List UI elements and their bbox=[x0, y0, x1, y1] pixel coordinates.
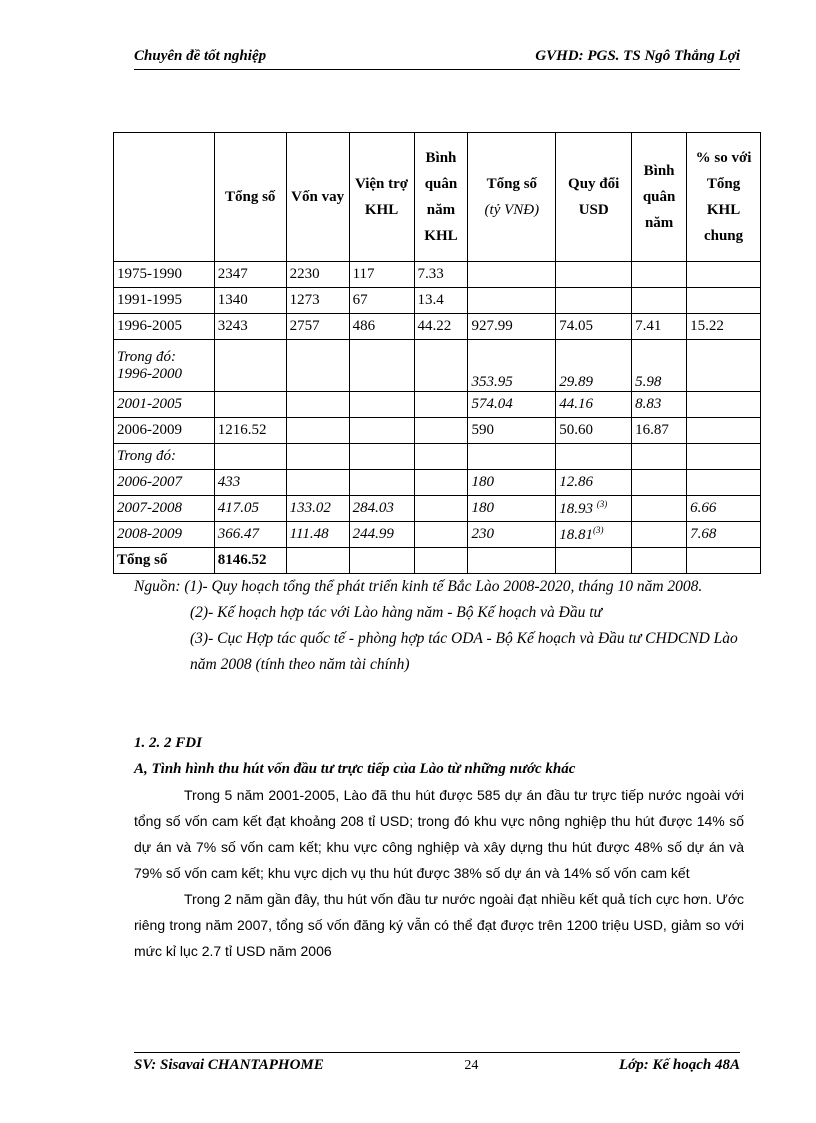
table-header-row bbox=[114, 133, 761, 262]
cell bbox=[414, 392, 468, 418]
cell bbox=[632, 470, 687, 496]
cell: 1273 bbox=[286, 288, 349, 314]
source-note-3: (3)- Cục Hợp tác quốc tế - phòng hợp tác ODA - Bộ Kế hoạch và Đầu tư CHDCND Lào năm 2008 (tính theo năm tài chính) bbox=[190, 630, 738, 673]
footer-class: Lớp: Kế hoạch 48A bbox=[619, 1057, 740, 1073]
cell: 574.04 bbox=[468, 392, 556, 418]
cell: 2757 bbox=[286, 314, 349, 340]
col-header-percent: % so với Tổng KHL chung bbox=[687, 133, 761, 262]
cell bbox=[632, 288, 687, 314]
cell: 29.89 bbox=[556, 340, 632, 392]
header-advisor: GVHD: PGS. TS Ngô Thắng Lợi bbox=[535, 48, 740, 64]
source-note-1: Nguồn: (1)- Quy hoạch tổng thể phát triển kinh tế Bắc Lào 2008-2020, tháng 10 năm 2008. bbox=[134, 578, 703, 595]
cell-value: 18.81 bbox=[559, 527, 593, 543]
cell: 117 bbox=[349, 262, 414, 288]
header-title: Chuyên đề tốt nghiệp bbox=[134, 48, 267, 64]
source-note-2: (2)- Kế hoạch hợp tác với Lào hàng năm - Bộ Kế hoạch và Đầu tư bbox=[190, 604, 602, 621]
cell: 486 bbox=[349, 314, 414, 340]
row-label bbox=[114, 340, 215, 392]
cell bbox=[286, 444, 349, 470]
col-header-total: Tổng số bbox=[214, 133, 286, 262]
cell bbox=[468, 444, 556, 470]
table-row bbox=[114, 418, 761, 444]
cell bbox=[687, 444, 761, 470]
cell bbox=[349, 470, 414, 496]
cell: 366.47 bbox=[214, 522, 286, 548]
cell: 7.68 bbox=[687, 522, 761, 548]
row-label: 1991-1995 bbox=[114, 288, 215, 314]
cell bbox=[687, 548, 761, 574]
cell bbox=[214, 392, 286, 418]
cell: 1216.52 bbox=[214, 418, 286, 444]
footer-student: SV: Sisavai CHANTAPHOME bbox=[134, 1057, 324, 1073]
oda-table bbox=[113, 132, 761, 574]
cell: 417.05 bbox=[214, 496, 286, 522]
cell: 133.02 bbox=[286, 496, 349, 522]
cell bbox=[687, 288, 761, 314]
cell bbox=[349, 340, 414, 392]
footnote-marker: (3) bbox=[596, 499, 608, 509]
cell: 67 bbox=[349, 288, 414, 314]
cell: 244.99 bbox=[349, 522, 414, 548]
cell bbox=[349, 548, 414, 574]
cell bbox=[414, 522, 468, 548]
cell bbox=[556, 548, 632, 574]
table-row bbox=[114, 522, 761, 548]
cell bbox=[632, 444, 687, 470]
cell: 1340 bbox=[214, 288, 286, 314]
row-label: 2008-2009 bbox=[114, 522, 215, 548]
cell: 433 bbox=[214, 470, 286, 496]
cell bbox=[414, 496, 468, 522]
table-row bbox=[114, 288, 761, 314]
col-header-unit-note: (tỷ VNĐ) bbox=[484, 202, 540, 218]
cell bbox=[687, 392, 761, 418]
col-header-usd: Quy đổi USD bbox=[556, 133, 632, 262]
cell bbox=[286, 418, 349, 444]
cell bbox=[556, 522, 632, 548]
cell: 44.22 bbox=[414, 314, 468, 340]
cell: 16.87 bbox=[632, 418, 687, 444]
row-label-period: 1996-2000 bbox=[117, 365, 182, 382]
body-paragraph: Trong 5 năm 2001-2005, Lào đã thu hút được 585 dự án đầu tư trực tiếp nước ngoài với tổng số vốn cam kết đạt khoảng 208 tỉ USD; trong đó khu vực nông nghiệp thu hút được 14% số dự án và 7% số vốn cam kết; khu vực công nghiệp và xây dựng thu hút được 48% số dự án và 79% số vốn cam kết; khu vực dịch vụ thu hút được 38% số dự án và 14% số vốn cam kết bbox=[134, 787, 744, 881]
row-label-prefix: Trong đó: bbox=[117, 348, 177, 365]
cell: 50.60 bbox=[556, 418, 632, 444]
cell: 7.41 bbox=[632, 314, 687, 340]
cell bbox=[556, 496, 632, 522]
fdi-section bbox=[134, 730, 744, 964]
cell-value: 18.93 bbox=[559, 501, 593, 517]
cell bbox=[556, 444, 632, 470]
cell bbox=[286, 548, 349, 574]
cell bbox=[687, 340, 761, 392]
cell bbox=[556, 288, 632, 314]
cell: 284.03 bbox=[349, 496, 414, 522]
cell bbox=[414, 548, 468, 574]
cell bbox=[286, 470, 349, 496]
cell: 230 bbox=[468, 522, 556, 548]
cell: 2347 bbox=[214, 262, 286, 288]
cell: 111.48 bbox=[286, 522, 349, 548]
cell: 44.16 bbox=[556, 392, 632, 418]
cell: 7.33 bbox=[414, 262, 468, 288]
cell: 180 bbox=[468, 496, 556, 522]
cell bbox=[214, 340, 286, 392]
cell bbox=[286, 392, 349, 418]
col-header-grants: Viện trợ KHL bbox=[349, 133, 414, 262]
row-label: 2006-2007 bbox=[114, 470, 215, 496]
table-row bbox=[114, 470, 761, 496]
body-paragraph: Trong 2 năm gần đây, thu hút vốn đầu tư nước ngoài đạt nhiều kết quả tích cực hơn. Ước riêng trong năm 2007, tổng số vốn đăng ký vẫn có thể đạt được trên 1200 triệu USD, giảm so với mức kỉ lục 2.7 tỉ USD năm 2006 bbox=[134, 891, 744, 959]
row-label: Tổng số bbox=[114, 548, 215, 574]
cell bbox=[468, 548, 556, 574]
section-heading: 1. 2. 2 FDI bbox=[134, 735, 202, 751]
cell bbox=[214, 444, 286, 470]
row-label: 2007-2008 bbox=[114, 496, 215, 522]
cell bbox=[286, 340, 349, 392]
col-header-total-vnd bbox=[468, 133, 556, 262]
row-label: Trong đó: bbox=[114, 444, 215, 470]
cell bbox=[468, 262, 556, 288]
cell: 12.86 bbox=[556, 470, 632, 496]
cell bbox=[414, 340, 468, 392]
cell bbox=[349, 418, 414, 444]
cell bbox=[687, 262, 761, 288]
section-subheading: A, Tình hình thu hút vốn đầu tư trực tiếp của Lào từ những nước khác bbox=[134, 761, 576, 777]
cell bbox=[632, 548, 687, 574]
col-header-total-vnd-label: Tổng số bbox=[486, 176, 538, 192]
cell: 590 bbox=[468, 418, 556, 444]
cell bbox=[349, 392, 414, 418]
cell bbox=[687, 418, 761, 444]
cell: 15.22 bbox=[687, 314, 761, 340]
page-footer bbox=[134, 1052, 740, 1074]
page-header bbox=[134, 48, 740, 70]
row-label: 1996-2005 bbox=[114, 314, 215, 340]
col-header-annual-avg: Bình quân năm bbox=[632, 133, 687, 262]
cell: 6.66 bbox=[687, 496, 761, 522]
cell bbox=[687, 470, 761, 496]
cell: 353.95 bbox=[468, 340, 556, 392]
cell bbox=[414, 470, 468, 496]
row-label: 2001-2005 bbox=[114, 392, 215, 418]
cell bbox=[632, 496, 687, 522]
table-row bbox=[114, 314, 761, 340]
table-row bbox=[114, 444, 761, 470]
table-total-row bbox=[114, 548, 761, 574]
cell: 13.4 bbox=[414, 288, 468, 314]
col-header-loans: Vốn vay bbox=[286, 133, 349, 262]
cell bbox=[349, 444, 414, 470]
cell: 3243 bbox=[214, 314, 286, 340]
cell: 2230 bbox=[286, 262, 349, 288]
cell: 5.98 bbox=[632, 340, 687, 392]
cell bbox=[632, 522, 687, 548]
cell: 74.05 bbox=[556, 314, 632, 340]
row-label: 1975-1990 bbox=[114, 262, 215, 288]
cell bbox=[468, 288, 556, 314]
cell: 8.83 bbox=[632, 392, 687, 418]
source-notes bbox=[134, 574, 740, 678]
col-header-period bbox=[114, 133, 215, 262]
row-label: 2006-2009 bbox=[114, 418, 215, 444]
cell: 8146.52 bbox=[214, 548, 286, 574]
col-header-annual-avg-grants: Bình quân năm KHL bbox=[414, 133, 468, 262]
page-number: 24 bbox=[464, 1058, 479, 1073]
footnote-marker: (3) bbox=[593, 525, 604, 535]
cell bbox=[632, 262, 687, 288]
cell bbox=[556, 262, 632, 288]
cell: 927.99 bbox=[468, 314, 556, 340]
table-row bbox=[114, 262, 761, 288]
cell bbox=[414, 444, 468, 470]
cell bbox=[414, 418, 468, 444]
table-row bbox=[114, 496, 761, 522]
table-row bbox=[114, 340, 761, 392]
cell: 180 bbox=[468, 470, 556, 496]
table-row bbox=[114, 392, 761, 418]
